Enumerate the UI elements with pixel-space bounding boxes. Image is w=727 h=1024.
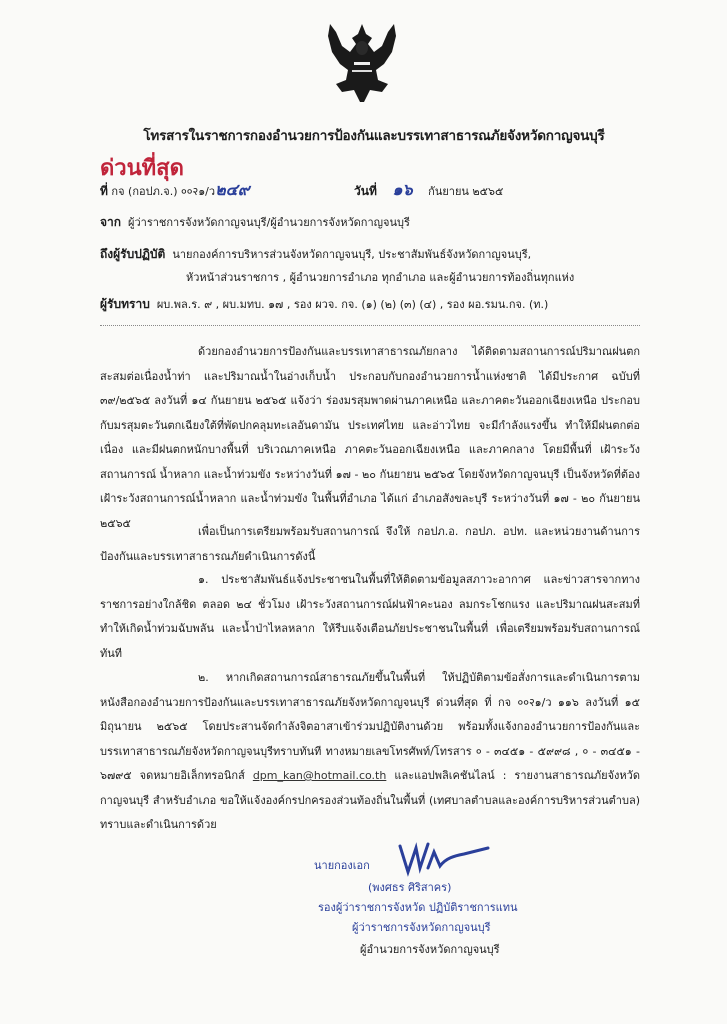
document-title: โทรสารในราชการกองอำนวยการป้องกันและบรรเทาสาธารณภัยจังหวัดกาญจนบุรี <box>143 128 605 144</box>
header-divider <box>100 325 640 326</box>
cc-value: ผบ.พล.ร. ๙ , ผบ.มทบ. ๑๗ , รอง ผวจ. กจ. (๑) (๒) (๓) (๔) , รอง ผอ.รมน.กจ. (ท.) <box>156 298 549 311</box>
to-value-line2: หัวหน้าส่วนราชการ , ผู้อำนวยการอำเภอ ทุกอำเภอ และผู้อำนวยการท้องถิ่นทุกแห่ง <box>186 271 575 284</box>
date-month-year: กันยายน ๒๕๖๕ <box>428 185 504 198</box>
from-value: ผู้ว่าราชการจังหวัดกาญจนบุรี/ผู้อำนวยการจังหวัดกาญจนบุรี <box>128 216 410 229</box>
email-link[interactable]: dpm_kan@hotmail.co.th <box>252 769 387 782</box>
reference-label: ที่ <box>100 184 108 198</box>
urgency-stamp: ด่วนที่สุด <box>100 156 184 181</box>
from-line <box>100 213 410 232</box>
list-item-2-text-cont: และแอปพลิเคชันไลน์ : รายงานสาธารณภัยจังหวัดกาญจนบุรี สำหรับอำเภอ ขอให้แจ้งองค์กรปกครองส่วนท้องถิ่นในพื้นที่ (เทศบาลตำบลและองค์การบริหารส่วนตำบล) ทราบและดำเนินการด้วย <box>100 769 640 831</box>
date-label: วันที่ <box>354 184 377 198</box>
list-item-1-text: ๑. ประชาสัมพันธ์แจ้งประชาชนในพื้นที่ให้ติดตามข้อมูลสภาวะอากาศ และข่าวสารจากทางราชการอย่างใกล้ชิด ตลอด ๒๔ ชั่วโมง เฝ้าระวังสถานการณ์ฝนฟ้าคะนอง ลมกระโชกแรง และปริมาณฝนสะสมที่ทำให้เกิดน้ำท่วมฉับพลัน และน้ำป่าไหลหลาก ให้รีบแจ้งเตือนภัยประชาชนในพื้นที่ เพื่อเตรียมพร้อมรับสถานการณ์ทันที <box>100 573 640 660</box>
paragraph-background-text: ด้วยกองอำนวยการป้องกันและบรรเทาสาธารณภัยกลาง ได้ติดตามสถานการณ์ปริมาณฝนตกสะสมต่อเนื่องน้ำท่า และปริมาณน้ำในอ่างเก็บน้ำ ประกอบกับกองอำนวยการน้ำแห่งชาติ ได้มีประกาศ ฉบับที่ ๓๙/๒๕๖๕ ลงวันที่ ๑๔ กันยายน ๒๕๖๕ แจ้งว่า ร่องมรสุมพาดผ่านภาคเหนือ และภาคตะวันออกเฉียงเหนือ ประกอบกับมรสุมตะวันตกเฉียงใต้ที่พัดปกคลุมทะเลอันดามัน ประเทศไทย และอ่าวไทย จะมีกำลังแรงขึ้น ทำให้มีฝนตกต่อเนื่อง และมีฝนตกหนักบางพื้นที่ บริเวณภาคเหนือ ภาคตะวันออกเฉียงเหนือ และภาคกลาง โดยมีพื้นที่ เฝ้าระวังสถานการณ์ น้ำหลาก และน้ำท่วมขัง ระหว่างวันที่ ๑๗ - ๒๐ กันยายน ๒๕๖๕ โดยจังหวัดกาญจนบุรี เป็นจังหวัดที่ต้องเฝ้าระวังสถานการณ์น้ำหลาก และน้ำท่วมขัง ในพื้นที่อำเภอ ได้แก่ อำเภอสังขละบุรี ระหว่างวันที่ ๑๗ - ๒๐ กันยายน ๒๕๖๕ <box>100 345 640 530</box>
signatory-rank: นายกองเอก <box>314 859 370 872</box>
to-line <box>100 245 531 264</box>
list-item-1 <box>100 568 640 666</box>
handwritten-date-day: ๑๖ <box>392 180 413 199</box>
list-item-2-text: ๒. หากเกิดสถานการณ์สาธารณภัยขึ้นในพื้นที่ ให้ปฏิบัติตามข้อสั่งการและดำเนินการตามหนังสือกองอำนวยการป้องกันและบรรเทาสาธารณภัยจังหวัดกาญจนบุรี ด่วนที่สุด ที่ กจ ००२๑/ว ๑๑๖ ลงวันที่ ๑๕ มิถุนายน ๒๕๖๕ โดยประสานจัดกำลังจิตอาสาเข้าร่วมปฏิบัติงานด้วย พร้อมทั้งแจ้งกองอำนวยการป้องกันและบรรเทาสาธารณภัยจังหวัดกาญจนบุรีทราบทันที ทางหมายเลขโทรศัพท์/โทรสาร ० - ๓๔๕๑ - ๕๙๙๘ , ० - ๓๔๕๑ - ๖๗๙๕ จดหมายอิเล็กทรอนิกส์ <box>100 671 640 782</box>
to-label: ถึงผู้รับปฏิบัติ <box>100 247 166 261</box>
cc-label: ผู้รับทราบ <box>100 297 150 311</box>
paragraph-instruction-text: เพื่อเป็นการเตรียมพร้อมรับสถานการณ์ จึงให้ กอปภ.อ. กอปภ. อปท. และหน่วยงานด้านการป้องกันและบรรเทาสาธารณภัยดำเนินการดังนี้ <box>100 525 640 563</box>
signatory-position-2: ผู้ว่าราชการจังหวัดกาญจนบุรี <box>352 921 491 934</box>
list-item-2 <box>100 666 640 838</box>
cc-line <box>100 295 548 314</box>
from-label: จาก <box>100 215 122 229</box>
paragraph-background <box>100 340 640 536</box>
signatory-position-1: รองผู้ว่าราชการจังหวัด ปฏิบัติราชการแทน <box>318 901 518 914</box>
date-field <box>354 178 503 203</box>
signatory-position-3: ผู้อำนวยการจังหวัดกาญจนบุรี <box>360 943 500 956</box>
reference-row <box>100 178 620 203</box>
handwritten-signature-icon <box>394 838 494 878</box>
reference-number: กจ (กอปภ.จ.) ००२๑/ว <box>111 185 216 198</box>
paragraph-instruction <box>100 520 640 569</box>
garuda-emblem-icon <box>322 18 402 106</box>
to-value-line1: นายกองค์การบริหารส่วนจังหวัดกาญจนบุรี, ประชาสัมพันธ์จังหวัดกาญจนบุรี, <box>172 248 532 261</box>
signatory-name: (พงศธร ศิริสาคร) <box>368 881 452 894</box>
handwritten-reference-number: ๒๔๙ <box>215 180 250 199</box>
